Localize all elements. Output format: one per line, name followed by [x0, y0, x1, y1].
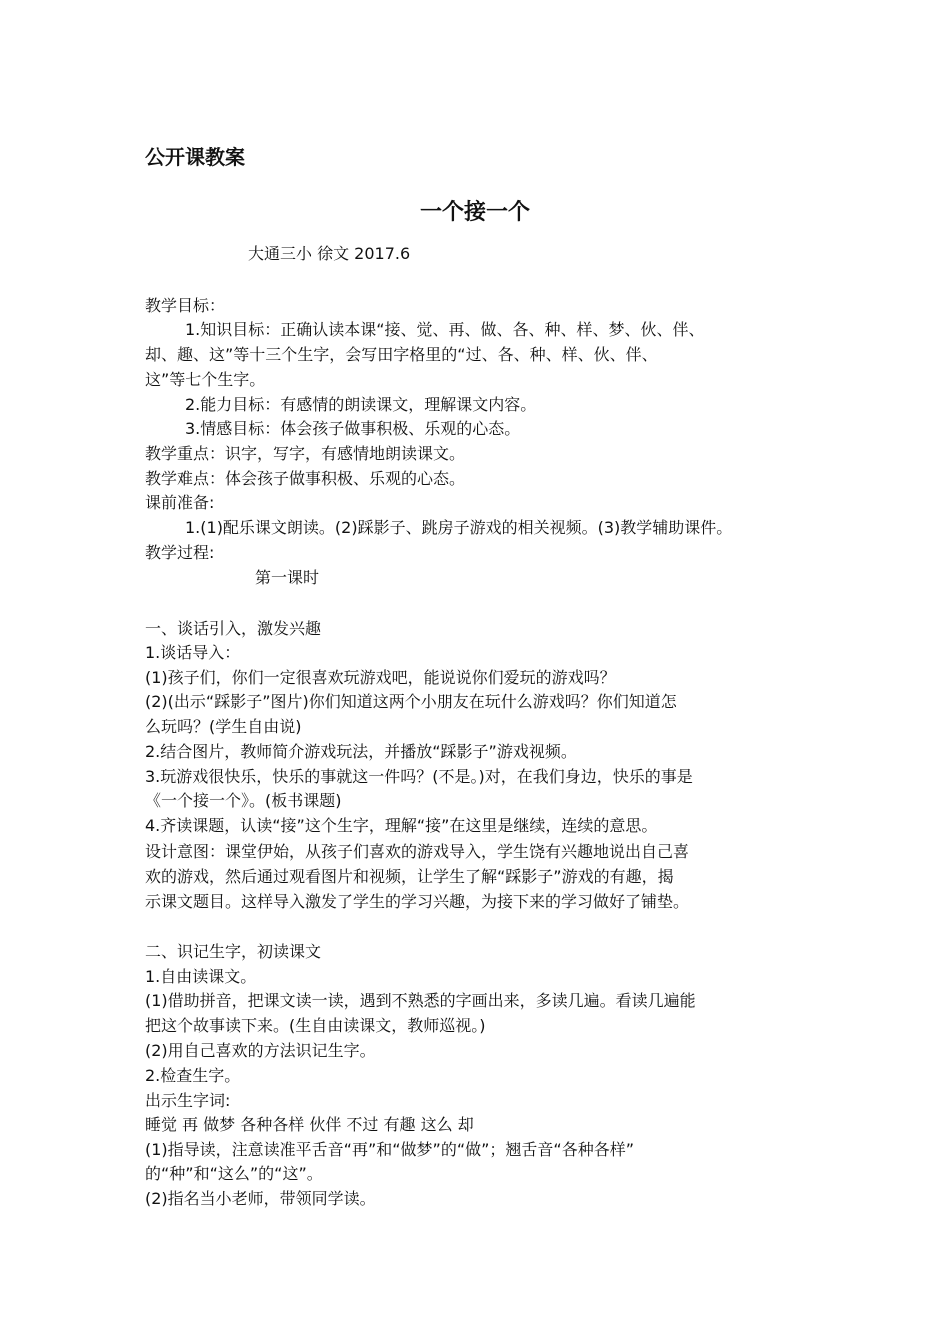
text-line: 教学目标： [145, 296, 226, 315]
text-line: 却、趣、这”等十三个生字，会写田字格里的“过、各、种、样、伙、伴、 [145, 345, 658, 364]
text-line: 《一个接一个》。(板书课题) [145, 791, 342, 810]
text-line: 示课文题目。这样导入激发了学生的学习兴趣，为接下来的学习做好了铺垫。 [145, 892, 690, 911]
text-line: 出示生字词: [145, 1091, 231, 1110]
text-line: 设计意图：课堂伊始，从孩子们喜欢的游戏导入，学生饶有兴趣地说出自己喜 [145, 842, 690, 861]
text-line: 欢的游戏，然后通过观看图片和视频，让学生了解“踩影子”游戏的有趣，揭 [145, 867, 674, 886]
text-line: 1.(1)配乐课文朗读。(2)踩影子、跳房子游戏的相关视频。(3)教学辅助课件。 [185, 518, 733, 537]
lesson-period: 第一课时 [255, 568, 320, 587]
text-line: 这”等七个生字。 [145, 370, 266, 389]
text-line: 2.检查生字。 [145, 1066, 241, 1085]
text-line: 把这个故事读下来。(生自由读课文，教师巡视。) [145, 1016, 486, 1035]
text-line: (1)借助拼音，把课文读一读，遇到不熟悉的字画出来，多读几遍。看读几遍能 [145, 991, 696, 1010]
text-line: 1.知识目标：正确认读本课“接、觉、再、做、各、种、样、梦、伙、伴、 [185, 320, 705, 339]
text-line: 教学重点：识字，写字，有感情地朗读课文。 [145, 444, 466, 463]
text-line: 的“种”和“这么”的“这”。 [145, 1164, 323, 1183]
text-line: 1.谈话导入： [145, 643, 241, 662]
text-line: 教学过程: [145, 543, 215, 562]
document-title: 一个接一个 [419, 200, 530, 225]
text-line: 2.结合图片，教师简介游戏玩法，并播放“踩影子”游戏视频。 [145, 742, 577, 761]
section-heading: 一、谈话引入，激发兴趣 [145, 619, 322, 638]
text-line: (1)指导读，注意读准平舌音“再”和“做梦”的“做”；翘舌音“各种各样” [145, 1140, 634, 1159]
text-line: 4.齐读课题，认读“接”这个生字，理解“接”在这里是继续，连续的意思。 [145, 816, 658, 835]
text-line: 课前准备: [145, 493, 215, 512]
text-line: 1.自由读课文。 [145, 967, 257, 986]
text-line: (2)(出示“踩影子”图片)你们知道这两个小朋友在玩什么游戏吗？你们知道怎 [145, 692, 677, 711]
text-line: (2)用自己喜欢的方法识记生字。 [145, 1041, 376, 1060]
text-line: 教学难点：体会孩子做事积极、乐观的心态。 [145, 469, 466, 488]
vocabulary-words: 睡觉 再 做梦 各种各样 伙伴 不过 有趣 这么 却 [145, 1115, 474, 1134]
byline: 大通三小 徐文 2017.6 [248, 244, 411, 263]
text-line: 么玩吗？(学生自由说) [145, 717, 302, 736]
text-line: 3.情感目标：体会孩子做事积极、乐观的心态。 [185, 419, 521, 438]
text-line: (2)指名当小老师，带领同学读。 [145, 1189, 376, 1208]
text-line: 2.能力目标：有感情的朗读课文，理解课文内容。 [185, 395, 537, 414]
text-line: 3.玩游戏很快乐，快乐的事就这一件吗？(不是。)对，在我们身边，快乐的事是 [145, 767, 693, 786]
text-line: (1)孩子们，你们一定很喜欢玩游戏吧，能说说你们爱玩的游戏吗？ [145, 668, 616, 687]
section-heading: 二、识记生字，初读课文 [145, 942, 322, 961]
document-heading: 公开课教案 [145, 145, 245, 169]
